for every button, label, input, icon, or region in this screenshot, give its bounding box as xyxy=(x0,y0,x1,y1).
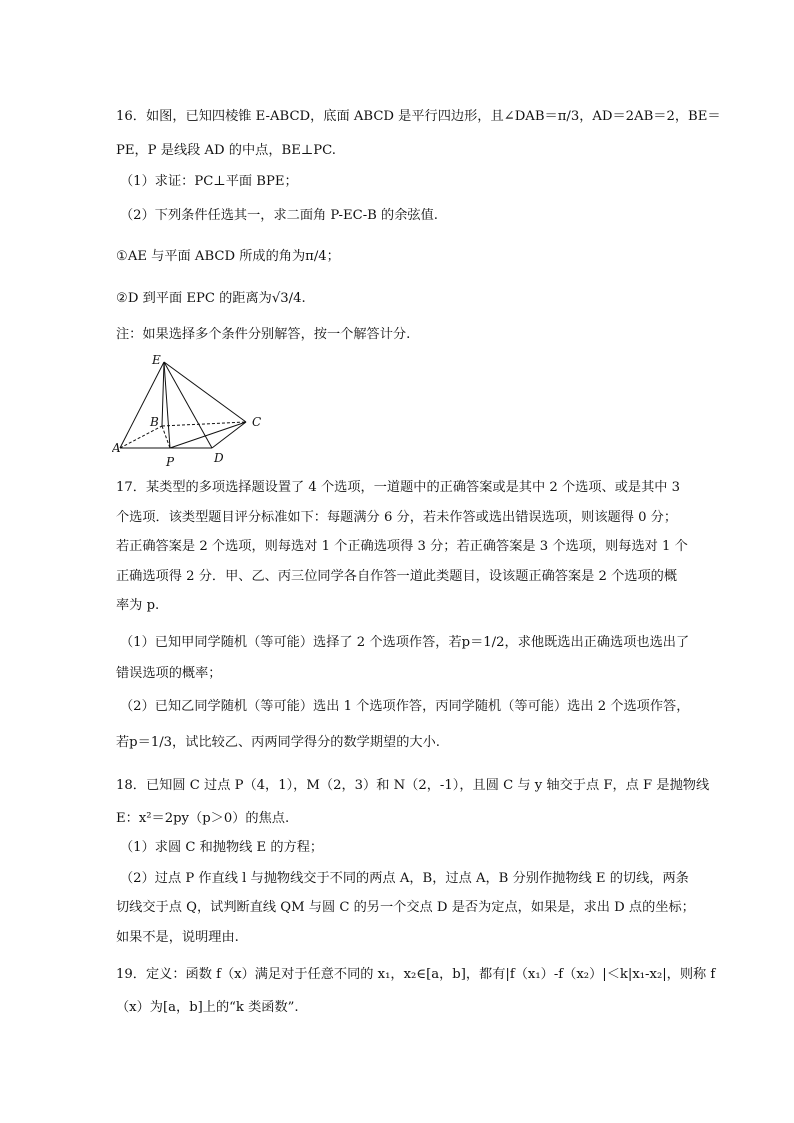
q18-line-1: 18．已知圆 C 过点 P（4，1），M（2，3）和 N（2，-1），且圆 C 与 y 轴交于点 F，点 F 是抛物线 xyxy=(116,778,710,793)
q16-part-1: （1）求证：PC⊥平面 BPE； xyxy=(120,174,298,189)
pyramid-diagram xyxy=(112,354,272,470)
q18-line-2: E：x²＝2py（p＞0）的焦点. xyxy=(116,811,290,826)
q17-part-1a: （1）已知甲同学随机（等可能）选择了 2 个选项作答，若p＝1/2，求他既选出正确选项也选出了 xyxy=(120,635,690,650)
label-D: D xyxy=(214,451,224,465)
edge-DC xyxy=(212,422,246,448)
q18-part-2c: 如果不是，说明理由. xyxy=(116,930,239,945)
q16-condition-1: ①AE 与平面 ABCD 所成的角为π/4； xyxy=(116,249,340,264)
edge-EC xyxy=(164,362,246,422)
q18-part-1: （1）求圆 C 和抛物线 E 的方程； xyxy=(120,840,324,855)
q17-part-2a: （2）已知乙同学随机（等可能）选出 1 个选项作答，丙同学随机（等可能）选出 2 个选项作答， xyxy=(120,699,690,714)
label-E: E xyxy=(152,354,161,367)
q17-part-1b: 错误选项的概率； xyxy=(116,666,222,681)
q16-line-2: PE，P 是线段 AD 的中点，BE⊥PC. xyxy=(116,143,336,158)
edge-EB xyxy=(162,362,164,426)
edge-BC-hidden xyxy=(162,422,246,426)
q16-line-1: 16．如图，已知四棱锥 E-ABCD，底面 ABCD 是平行四边形，且∠DAB＝π/3，AD＝2AB＝2，BE＝ xyxy=(116,109,721,124)
label-A: A xyxy=(112,441,121,455)
edge-PC xyxy=(170,422,246,448)
q17-line-4: 正确选项得 2 分．甲、乙、丙三位同学各自作答一道此类题目，设该题正确答案是 2 个选项的概 xyxy=(116,569,678,584)
q16-part-2: （2）下列条件任选其一，求二面角 P-EC-B 的余弦值. xyxy=(120,208,438,223)
q18-part-2b: 切线交于点 Q，试判断直线 QM 与圆 C 的另一个交点 D 是否为定点，如果是，求出 D 点的坐标； xyxy=(116,900,695,915)
q17-line-3: 若正确答案是 2 个选项，则每选对 1 个正确选项得 3 分；若正确答案是 3 个选项，则每选对 1 个 xyxy=(116,539,688,554)
q16-note: 注：如果选择多个条件分别解答，按一个解答计分. xyxy=(116,327,411,342)
q17-line-5: 率为 p. xyxy=(116,598,160,613)
edge-ED xyxy=(164,362,212,448)
q16-condition-2: ②D 到平面 EPC 的距离为√3/4. xyxy=(116,291,306,306)
label-P: P xyxy=(166,455,175,469)
edge-EA xyxy=(120,362,164,448)
label-B: B xyxy=(150,415,159,429)
q17-line-1: 17．某类型的多项选择题设置了 4 个选项，一道题中的正确答案或是其中 2 个选项、或是其中 3 xyxy=(116,480,681,495)
q17-line-2: 个选项．该类型题目评分标准如下：每题满分 6 分，若未作答或选出错误选项，则该题得 0 分； xyxy=(116,510,678,525)
q18-part-2a: （2）过点 P 作直线 l 与抛物线交于不同的两点 A，B，过点 A，B 分别作抛物线 E 的切线，两条 xyxy=(120,871,689,886)
q17-part-2b: 若p＝1/3，试比较乙、丙两同学得分的数学期望的大小. xyxy=(116,735,440,750)
edge-AB-hidden xyxy=(120,426,162,448)
pyramid-figure xyxy=(112,354,272,470)
q19-line-2: （x）为[a，b]上的“k 类函数”. xyxy=(116,1000,299,1015)
q19-line-1: 19．定义：函数 f（x）满足对于任意不同的 x₁，x₂∈[a，b]，都有|f（x₁）-f（x₂）|＜k|x₁-x₂|，则称 f xyxy=(116,967,716,982)
label-C: C xyxy=(252,415,262,429)
edge-EP xyxy=(164,362,170,448)
